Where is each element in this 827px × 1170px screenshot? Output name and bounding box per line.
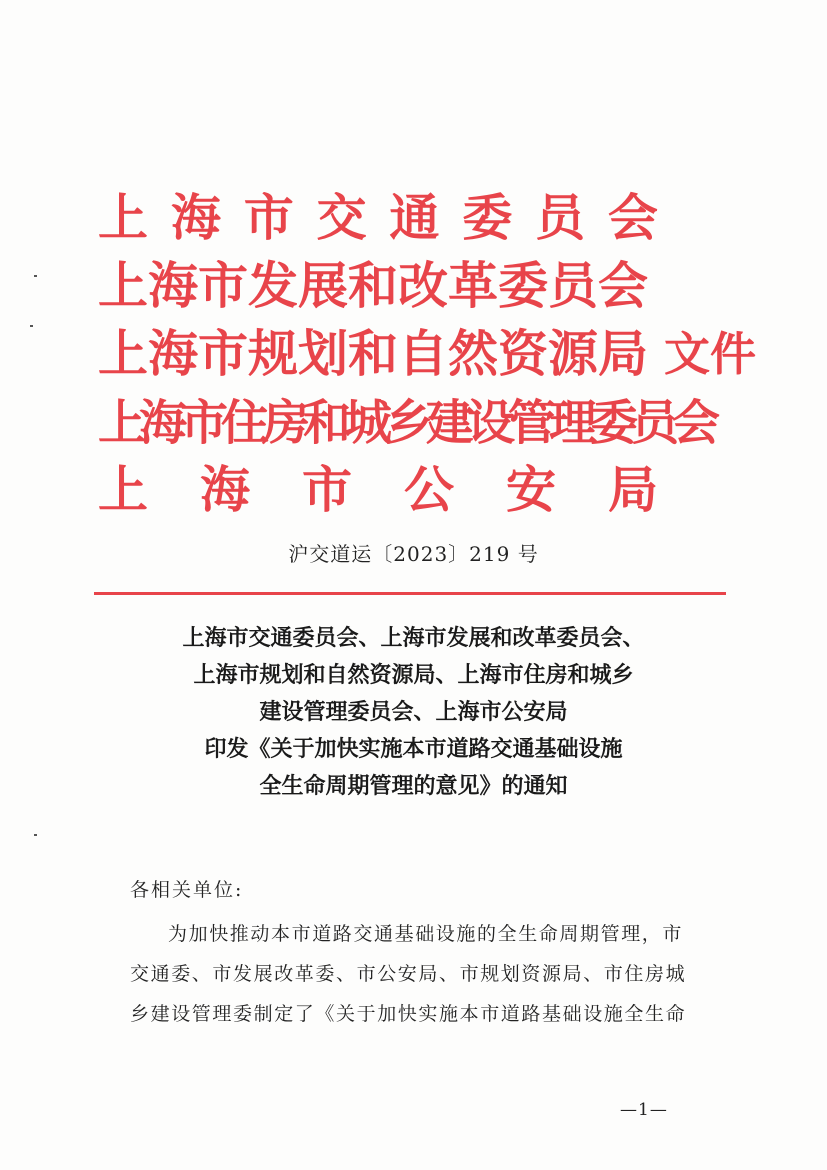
issuer-char: 会 [607,189,658,247]
issuer-char: 市 [302,461,352,519]
issuer-line-development-reform: 上海市发展和改革委员会 [98,257,648,315]
title-line: 印发《关于加快实施本市道路交通基础设施 [204,737,623,762]
issuer-char: 通 [389,189,440,247]
issuer-char: 安 [506,461,556,519]
title-line: 建设管理委员会、上海市公安局 [259,700,568,725]
document-title [0,620,827,805]
issuer-char: 上 [98,189,148,247]
salutation: 各相关单位: [130,879,244,901]
issuer-line-planning-resources: 上海市规划和自然资源局 [98,325,648,383]
issuer-char: 海 [200,461,250,519]
issuer-char: 员 [535,189,586,247]
issuer-char: 市 [243,189,294,247]
document-number: 沪交道运〔2023〕219 号 [288,542,539,566]
paragraph-line: 乡建设管理委制定了《关于加快实施本市道路基础设施全生命 [130,1003,687,1025]
scan-speck [34,275,37,277]
page-number: —1— [620,1100,668,1120]
issuer-char: 公 [404,461,454,519]
title-line: 上海市规划和自然资源局、上海市住房和城乡 [193,663,634,688]
scan-speck [34,834,37,836]
issuer-char: 上 [98,461,148,519]
issuer-char: 交 [316,189,367,247]
red-divider [94,592,726,595]
document-body [130,870,700,1034]
title-line: 上海市交通委员会、上海市发展和改革委员会、 [182,626,645,651]
document-type-label: 文件 [664,327,756,381]
paragraph-line: 交通委、市发展改革委、市公安局、市规划资源局、市住房城 [130,963,687,985]
issuer-char: 委 [462,189,513,247]
issuer-line-public-security [98,452,658,520]
title-line: 全生命周期管理的意见》的通知 [259,774,568,799]
issuer-char: 局 [608,461,658,519]
issuer-line-housing-construction: 上海市住房和城乡建设管理委员会 [98,394,714,451]
issuer-line-transport [98,180,658,248]
scan-speck [30,325,33,327]
issuer-char: 海 [170,189,221,247]
paragraph-line: 为加快推动本市道路交通基础设施的全生命周期管理，市 [168,923,684,945]
